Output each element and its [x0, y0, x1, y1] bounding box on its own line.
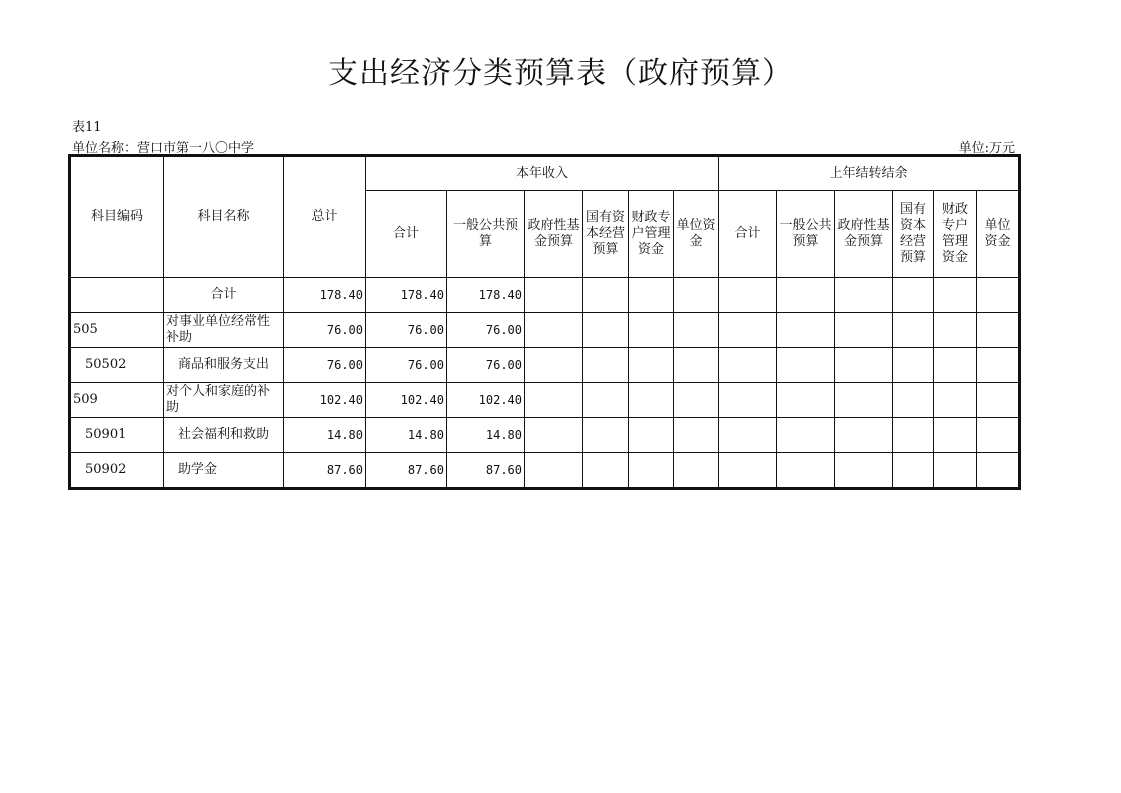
cell-total: 76.00: [284, 313, 366, 348]
cell-cur-general: 87.60: [447, 453, 525, 488]
cell-code: 509: [71, 383, 164, 418]
cell-cur-general: 102.40: [447, 383, 525, 418]
cell-name: 对个人和家庭的补助: [164, 383, 284, 418]
cell-total: 14.80: [284, 418, 366, 453]
header-prior-state-capital: 国有资本经营预算: [893, 191, 934, 278]
unit-name: 单位名称：营口市第一八〇中学: [72, 141, 255, 156]
header-cur-special-account: 财政专户管理资金: [629, 191, 674, 278]
cell-cur-sum: 76.00: [366, 313, 447, 348]
header-cur-fund: 政府性基金预算: [525, 191, 583, 278]
cell-cur-general: 76.00: [447, 348, 525, 383]
cell-code: [71, 278, 164, 313]
header-prior-sum: 合计: [719, 191, 777, 278]
header-cur-sum: 合计: [366, 191, 447, 278]
header-current-income: 本年收入: [366, 157, 719, 191]
cell-total: 102.40: [284, 383, 366, 418]
page-title: 支出经济分类预算表（政府预算）: [328, 56, 793, 91]
table-row: [71, 383, 1019, 418]
cell-cur-sum: 76.00: [366, 348, 447, 383]
cell-cur-sum: 87.60: [366, 453, 447, 488]
cell-code: 50502: [71, 348, 164, 383]
table-row-total: [71, 278, 1019, 313]
cell-cur-sum: 14.80: [366, 418, 447, 453]
header-cur-unit-funds: 单位资金: [674, 191, 719, 278]
header-total: 总计: [284, 157, 366, 278]
cell-name: 对事业单位经常性补助: [164, 313, 284, 348]
table-row: [71, 313, 1019, 348]
header-cur-general: 一般公共预算: [447, 191, 525, 278]
cell-code: 50901: [71, 418, 164, 453]
table-row: [71, 418, 1019, 453]
cell-total: 87.60: [284, 453, 366, 488]
cell-cur-general: 178.40: [447, 278, 525, 313]
cell-name: 社会福利和救助: [164, 418, 284, 453]
cell-code: 50902: [71, 453, 164, 488]
header-prior-carryover: 上年结转结余: [719, 157, 1019, 191]
cell-total: 178.40: [284, 278, 366, 313]
header-code: 科目编码: [71, 157, 164, 278]
cell-cur-general: 76.00: [447, 313, 525, 348]
cell-cur-sum: 178.40: [366, 278, 447, 313]
header-prior-general: 一般公共预算: [777, 191, 835, 278]
cell-name: 助学金: [164, 453, 284, 488]
header-cur-state-capital: 国有资本经营预算: [583, 191, 629, 278]
budget-table: [70, 156, 1019, 488]
header-prior-unit-funds: 单位资金: [977, 191, 1019, 278]
header-prior-fund: 政府性基金预算: [835, 191, 893, 278]
cell-name: 商品和服务支出: [164, 348, 284, 383]
header-name: 科目名称: [164, 157, 284, 278]
cell-total: 76.00: [284, 348, 366, 383]
cell-cur-general: 14.80: [447, 418, 525, 453]
cell-cur-sum: 102.40: [366, 383, 447, 418]
table-row: [71, 453, 1019, 488]
header-row-1: [71, 157, 1019, 191]
cell-name: 合计: [164, 278, 284, 313]
cell-code: 505: [71, 313, 164, 348]
unit-label: 单位:万元: [958, 141, 1015, 156]
header-prior-special-account: 财政专户管理资金: [934, 191, 977, 278]
table-row: [71, 348, 1019, 383]
table-number: 表11: [72, 120, 102, 135]
